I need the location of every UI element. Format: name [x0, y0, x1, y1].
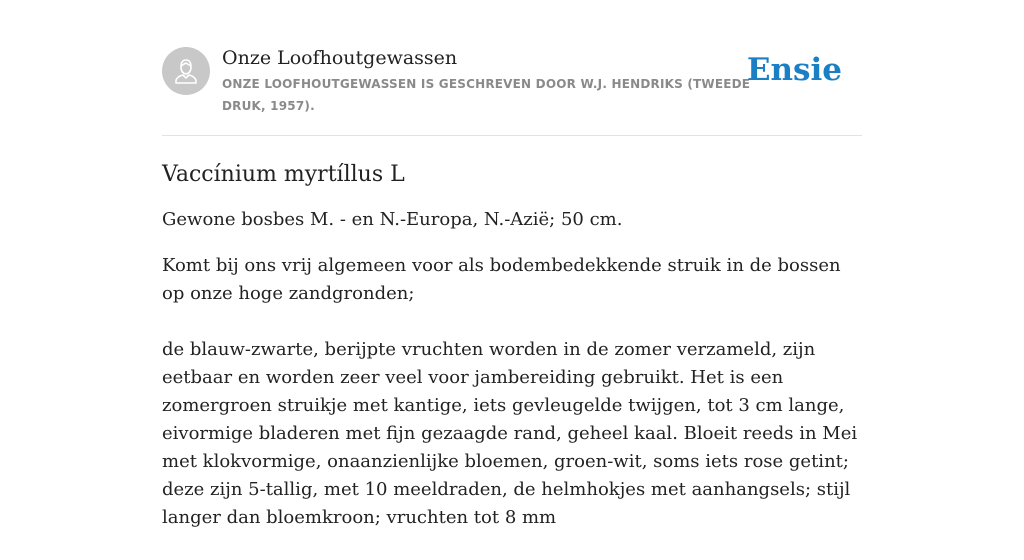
- article-subtitle: Gewone bosbes M. - en N.-Europa, N.-Azië; 50 cm.: [162, 209, 623, 230]
- article-paragraph: Komt bij ons vrij algemeen voor als bodembedekkende struik in de bossen op onze hoge zandgronden;: [162, 255, 841, 304]
- avatar[interactable]: [162, 47, 210, 95]
- header: [162, 46, 862, 116]
- author-description: ONZE LOOFHOUTGEWASSEN IS GESCHREVEN DOOR W.J. HENDRIKS (TWEEDE DRUK, 1957).: [222, 77, 751, 113]
- divider: [162, 135, 862, 136]
- article-content: [162, 158, 864, 560]
- author-name[interactable]: Onze Loofhoutgewassen: [222, 47, 458, 69]
- article-title: Vaccínium myrtíllus L: [162, 162, 405, 187]
- user-silhouette-icon: [162, 47, 210, 95]
- article-paragraph: de blauw-zwarte, berijpte vruchten worden in de zomer verzameld, zijn eetbaar en worden zeer veel voor jambereiding gebruikt. Het is een zomergroen struikje met kantige, iets gevleugelde twijgen, tot 3 cm lange, eivormige bladeren met fijn gezaagde rand, geheel kaal. Bloeit reeds in Mei met klokvormige, onaanzienlijke bloemen, groen-wit, soms iets rose getint; deze zijn 5-tallig, met 10 meeldraden, de helmhokjes met aanhangsels; stijl langer dan bloemkroon; vruchten tot 8 mm: [162, 339, 858, 528]
- brand-logo[interactable]: Ensie: [746, 52, 842, 88]
